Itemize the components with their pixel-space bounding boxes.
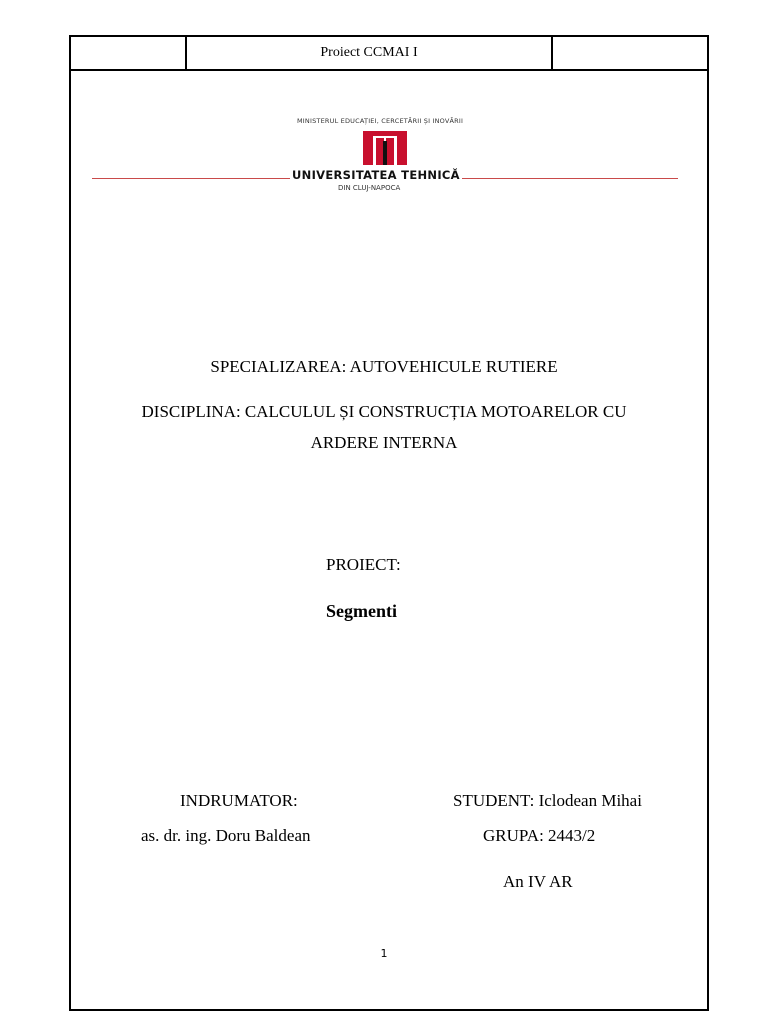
student-group: GRUPA: 2443/2: [483, 826, 596, 845]
discipline-line-1: DISCIPLINA: CALCULUL ȘI CONSTRUCȚIA MOTOARELOR CU: [141, 402, 627, 421]
header-cell-right: [553, 37, 709, 69]
supervisor-label: INDRUMATOR:: [180, 791, 298, 810]
student-name: STUDENT: Iclodean Mihai: [453, 791, 642, 810]
page-number: 1: [380, 947, 388, 960]
header-table: [71, 37, 707, 71]
student-year: An IV AR: [503, 872, 573, 891]
project-label: PROIECT:: [326, 555, 401, 574]
university-city: DIN CLUJ-NAPOCA: [338, 184, 401, 192]
supervisor-name: as. dr. ing. Doru Baldean: [141, 826, 311, 845]
ministry-name: MINISTERUL EDUCAȚIEI, CERCETĂRII ȘI INOVĂRII: [297, 117, 464, 125]
university-name: UNIVERSITATEA TEHNICĂ: [292, 168, 460, 182]
project-title: Segmenti: [326, 601, 397, 621]
university-logo: [92, 95, 678, 207]
header-cell-left: [71, 37, 187, 69]
discipline-line-2: ARDERE INTERNA: [310, 433, 458, 452]
header-title: Proiect CCMAI I: [187, 37, 553, 69]
specialization: SPECIALIZAREA: AUTOVEHICULE RUTIERE: [210, 357, 558, 376]
utcn-logo-icon: [363, 131, 407, 165]
